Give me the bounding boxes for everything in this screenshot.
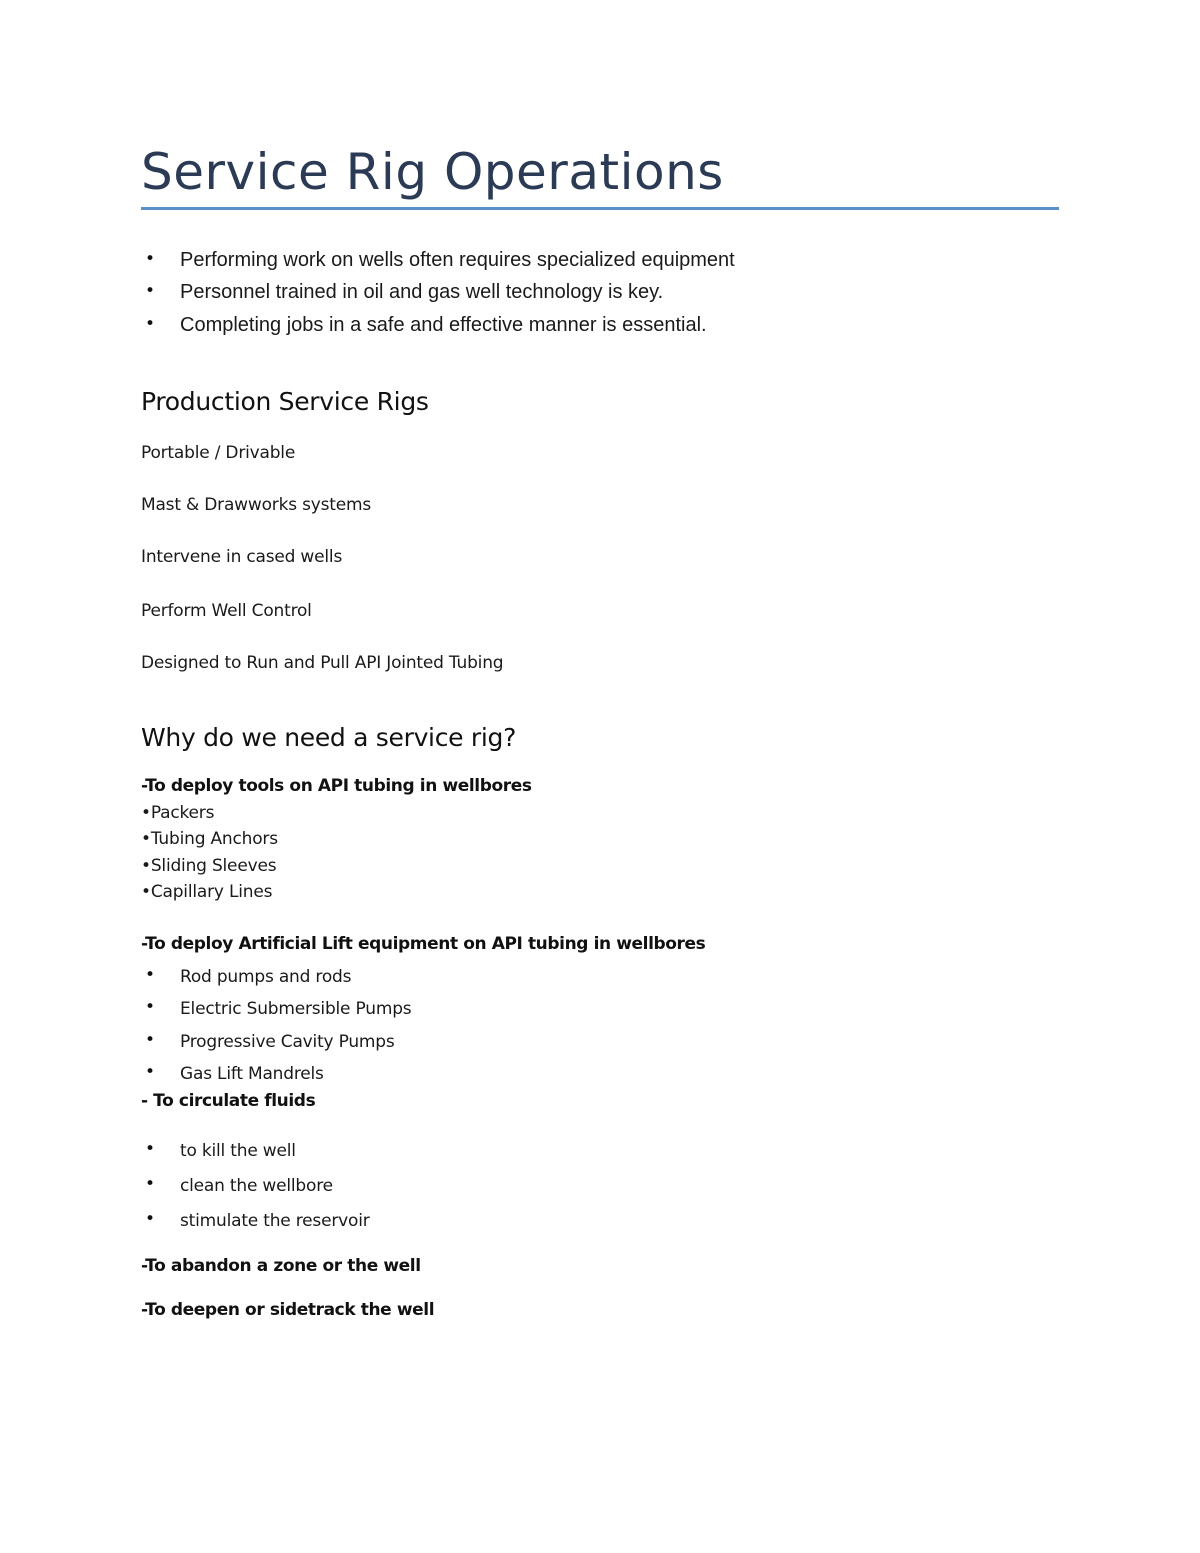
production-heading: Production Service Rigs (141, 387, 429, 416)
circulate-item-3: stimulate the reservoir (180, 1211, 370, 1231)
abandon-label: -To abandon a zone or the well (141, 1256, 421, 1276)
bullet-icon: • (145, 965, 156, 985)
tools-item-2: •Tubing Anchors (141, 829, 278, 849)
lift-item-1: Rod pumps and rods (180, 967, 352, 987)
title-underline (141, 207, 1059, 210)
tools-label: -To deploy tools on API tubing in wellbores (141, 776, 532, 796)
bullet-icon: • (145, 314, 156, 334)
circulate-label: - To circulate fluids (141, 1091, 316, 1111)
deepen-label: -To deepen or sidetrack the well (141, 1300, 435, 1320)
bullet-icon: • (145, 1209, 156, 1229)
page-title: Service Rig Operations (141, 143, 724, 201)
tools-item-4: •Capillary Lines (141, 882, 273, 902)
lift-item-3: Progressive Cavity Pumps (180, 1032, 395, 1052)
intro-bullet-3: Completing jobs in a safe and effective manner is essential. (180, 314, 707, 336)
bullet-icon: • (145, 281, 156, 301)
bullet-icon: • (145, 249, 156, 269)
production-item-1: Portable / Drivable (141, 443, 296, 463)
lift-item-4: Gas Lift Mandrels (180, 1064, 324, 1084)
production-item-2: Mast & Drawworks systems (141, 495, 371, 515)
production-item-3: Intervene in cased wells (141, 547, 343, 567)
lift-item-2: Electric Submersible Pumps (180, 999, 412, 1019)
tools-item-3: •Sliding Sleeves (141, 856, 277, 876)
why-heading: Why do we need a service rig? (141, 723, 517, 752)
intro-bullet-1: Performing work on wells often requires specialized equipment (180, 249, 735, 271)
production-item-5: Designed to Run and Pull API Jointed Tubing (141, 653, 504, 673)
bullet-icon: • (145, 1030, 156, 1050)
bullet-icon: • (145, 997, 156, 1017)
circulate-item-1: to kill the well (180, 1141, 296, 1161)
lift-label: -To deploy Artificial Lift equipment on API tubing in wellbores (141, 934, 706, 954)
bullet-icon: • (145, 1062, 156, 1082)
intro-bullet-2: Personnel trained in oil and gas well technology is key. (180, 281, 664, 303)
circulate-item-2: clean the wellbore (180, 1176, 333, 1196)
bullet-icon: • (145, 1139, 156, 1159)
production-item-4: Perform Well Control (141, 601, 312, 621)
tools-item-1: •Packers (141, 803, 215, 823)
bullet-icon: • (145, 1174, 156, 1194)
